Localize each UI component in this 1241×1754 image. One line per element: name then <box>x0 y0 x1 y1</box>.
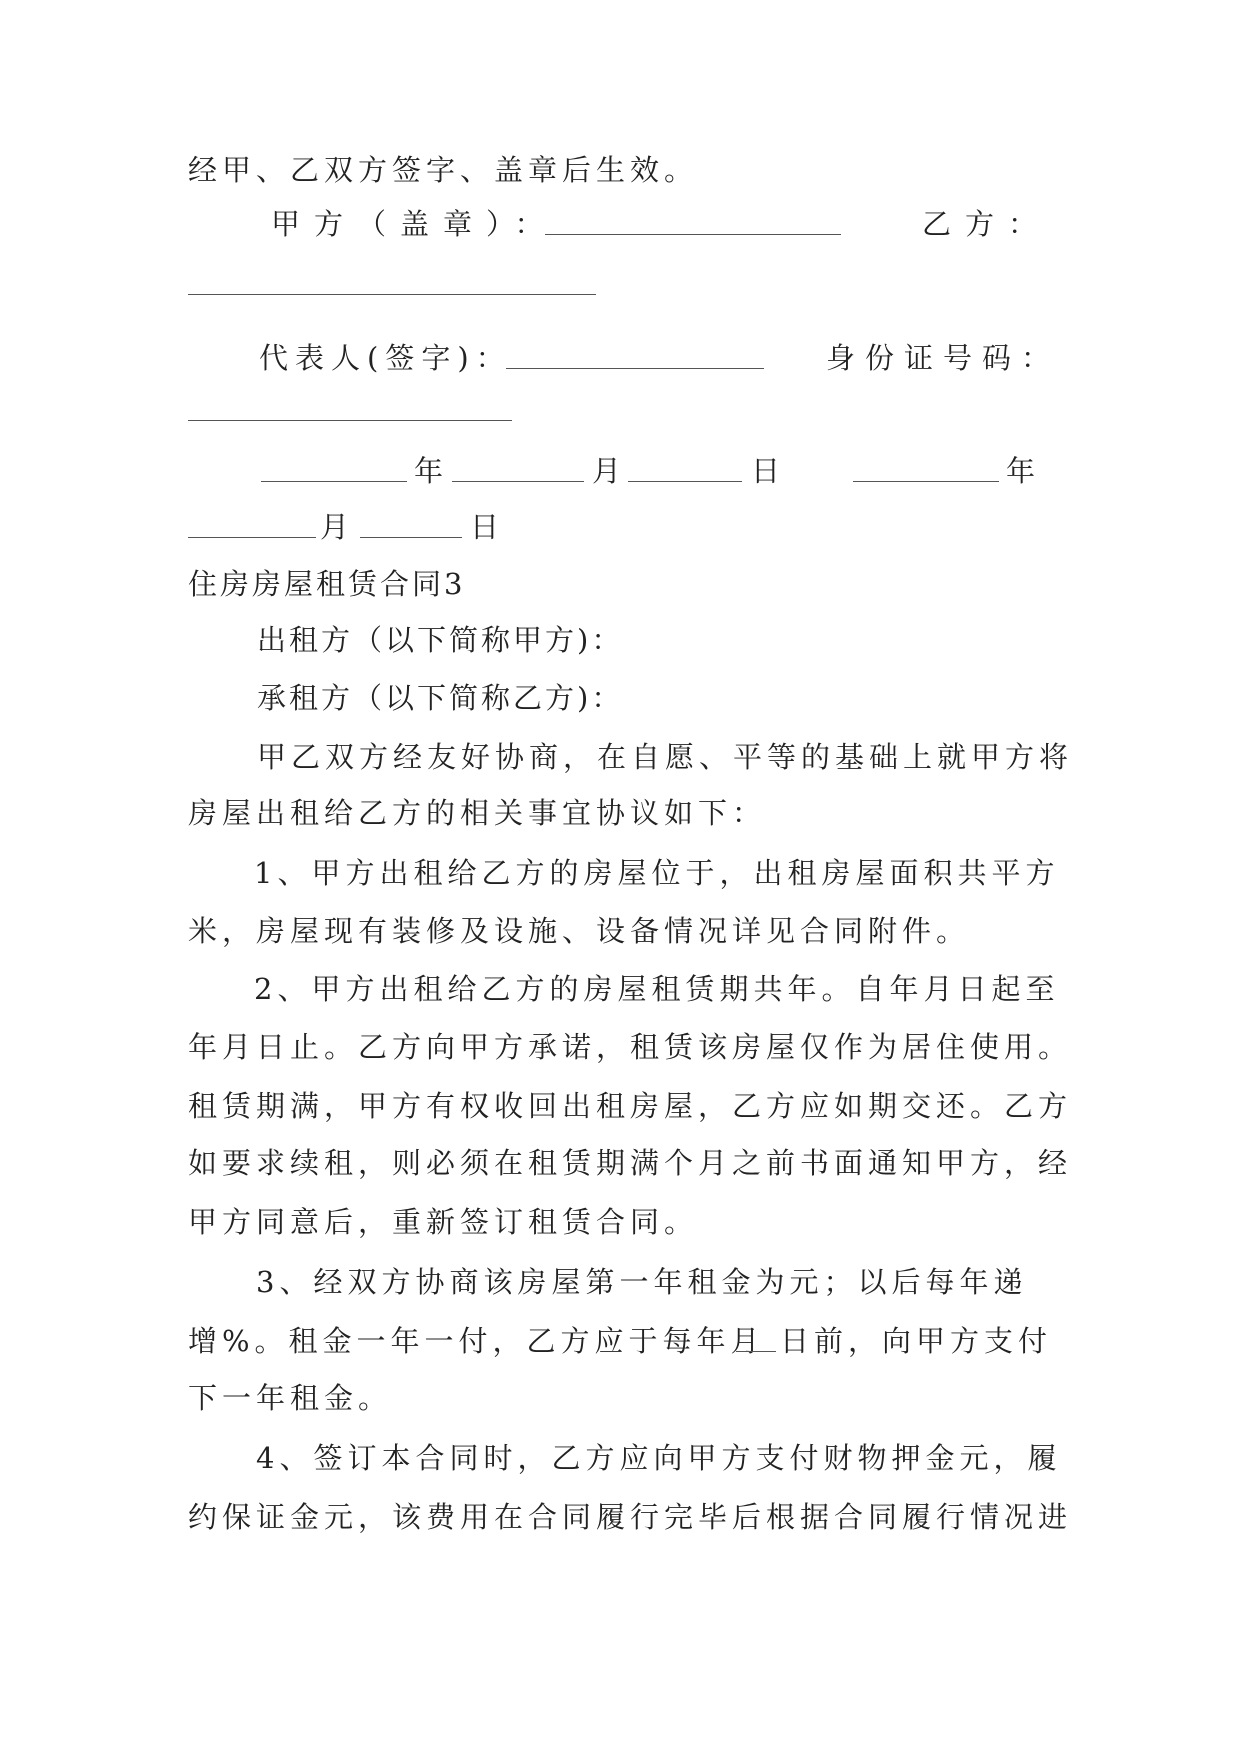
date-b-day-blank <box>360 507 462 548</box>
clause-3-line-2-start: 增%。租金一年一付，乙方应于每年月 <box>188 1324 765 1358</box>
intro-paragraph-line-1: 甲乙双方经友好协商，在自愿、平等的基础上就甲方将 <box>257 740 1074 774</box>
id-number-blank <box>188 390 512 431</box>
clause-4-line-2: 约保证金元，该费用在合同履行完毕后根据合同履行情况进 <box>188 1500 1073 1534</box>
date-a-day-label: 日 <box>751 454 781 488</box>
date-b-month-label: 月 <box>320 510 350 544</box>
clause-4-line-1: 4、签订本合同时，乙方应向甲方支付财物押金元，履 <box>256 1441 1062 1475</box>
date-a-year-blank <box>261 451 407 492</box>
contract-title: 住房房屋租赁合同3 <box>188 567 466 601</box>
signature-intro: 经甲、乙双方签字、盖章后生效。 <box>188 153 699 187</box>
clause-2-line-1: 2、甲方出租给乙方的房屋租赁期共年。自年月日起至 <box>254 972 1060 1006</box>
party-b-label: 乙方： <box>922 207 1052 241</box>
clause-3-line-2-end: 日前，向甲方支付 <box>780 1324 1053 1358</box>
date-b-day-label: 日 <box>470 510 500 544</box>
representative-blank <box>506 338 764 379</box>
clause-3-line-1: 3、经双方协商该房屋第一年租金为元；以后每年递 <box>256 1265 1028 1299</box>
lessee-line: 承租方（以下简称乙方)： <box>257 681 624 715</box>
id-number-label: 身份证号码： <box>826 341 1061 375</box>
date-b-year-label: 年 <box>1006 454 1036 488</box>
clause-1-line-2: 米，房屋现有装修及设施、设备情况详见合同附件。 <box>188 914 971 948</box>
clause-3-day-blank <box>736 1321 776 1362</box>
clause-3-line-3: 下一年租金。 <box>188 1381 393 1415</box>
date-b-year-blank <box>853 451 999 492</box>
clause-2-line-2: 年月日止。乙方向甲方承诺，租赁该房屋仅作为居住使用。 <box>188 1030 1073 1064</box>
date-b-month-blank <box>188 507 316 548</box>
clause-1-line-1: 1、甲方出租给乙方的房屋位于，出租房屋面积共平方 <box>254 856 1060 890</box>
date-a-month-blank <box>452 451 584 492</box>
clause-2-line-4: 如要求续租，则必须在租赁期满个月之前书面通知甲方，经 <box>188 1146 1073 1180</box>
intro-paragraph-line-2: 房屋出租给乙方的相关事宜协议如下： <box>188 796 767 830</box>
clause-2-line-5: 甲方同意后，重新签订租赁合同。 <box>188 1205 699 1239</box>
representative-label: 代表人(签字)： <box>259 341 512 375</box>
party-a-seal-label: 甲方（盖章）： <box>271 207 558 241</box>
lessor-line: 出租方（以下简称甲方)： <box>257 623 624 657</box>
date-a-month-label: 月 <box>592 454 622 488</box>
date-a-year-label: 年 <box>414 454 444 488</box>
clause-2-line-3: 租赁期满，甲方有权收回出租房屋，乙方应如期交还。乙方 <box>188 1089 1073 1123</box>
party-b-blank <box>188 264 596 305</box>
party-a-seal-blank <box>545 204 841 245</box>
date-a-day-blank <box>628 451 742 492</box>
